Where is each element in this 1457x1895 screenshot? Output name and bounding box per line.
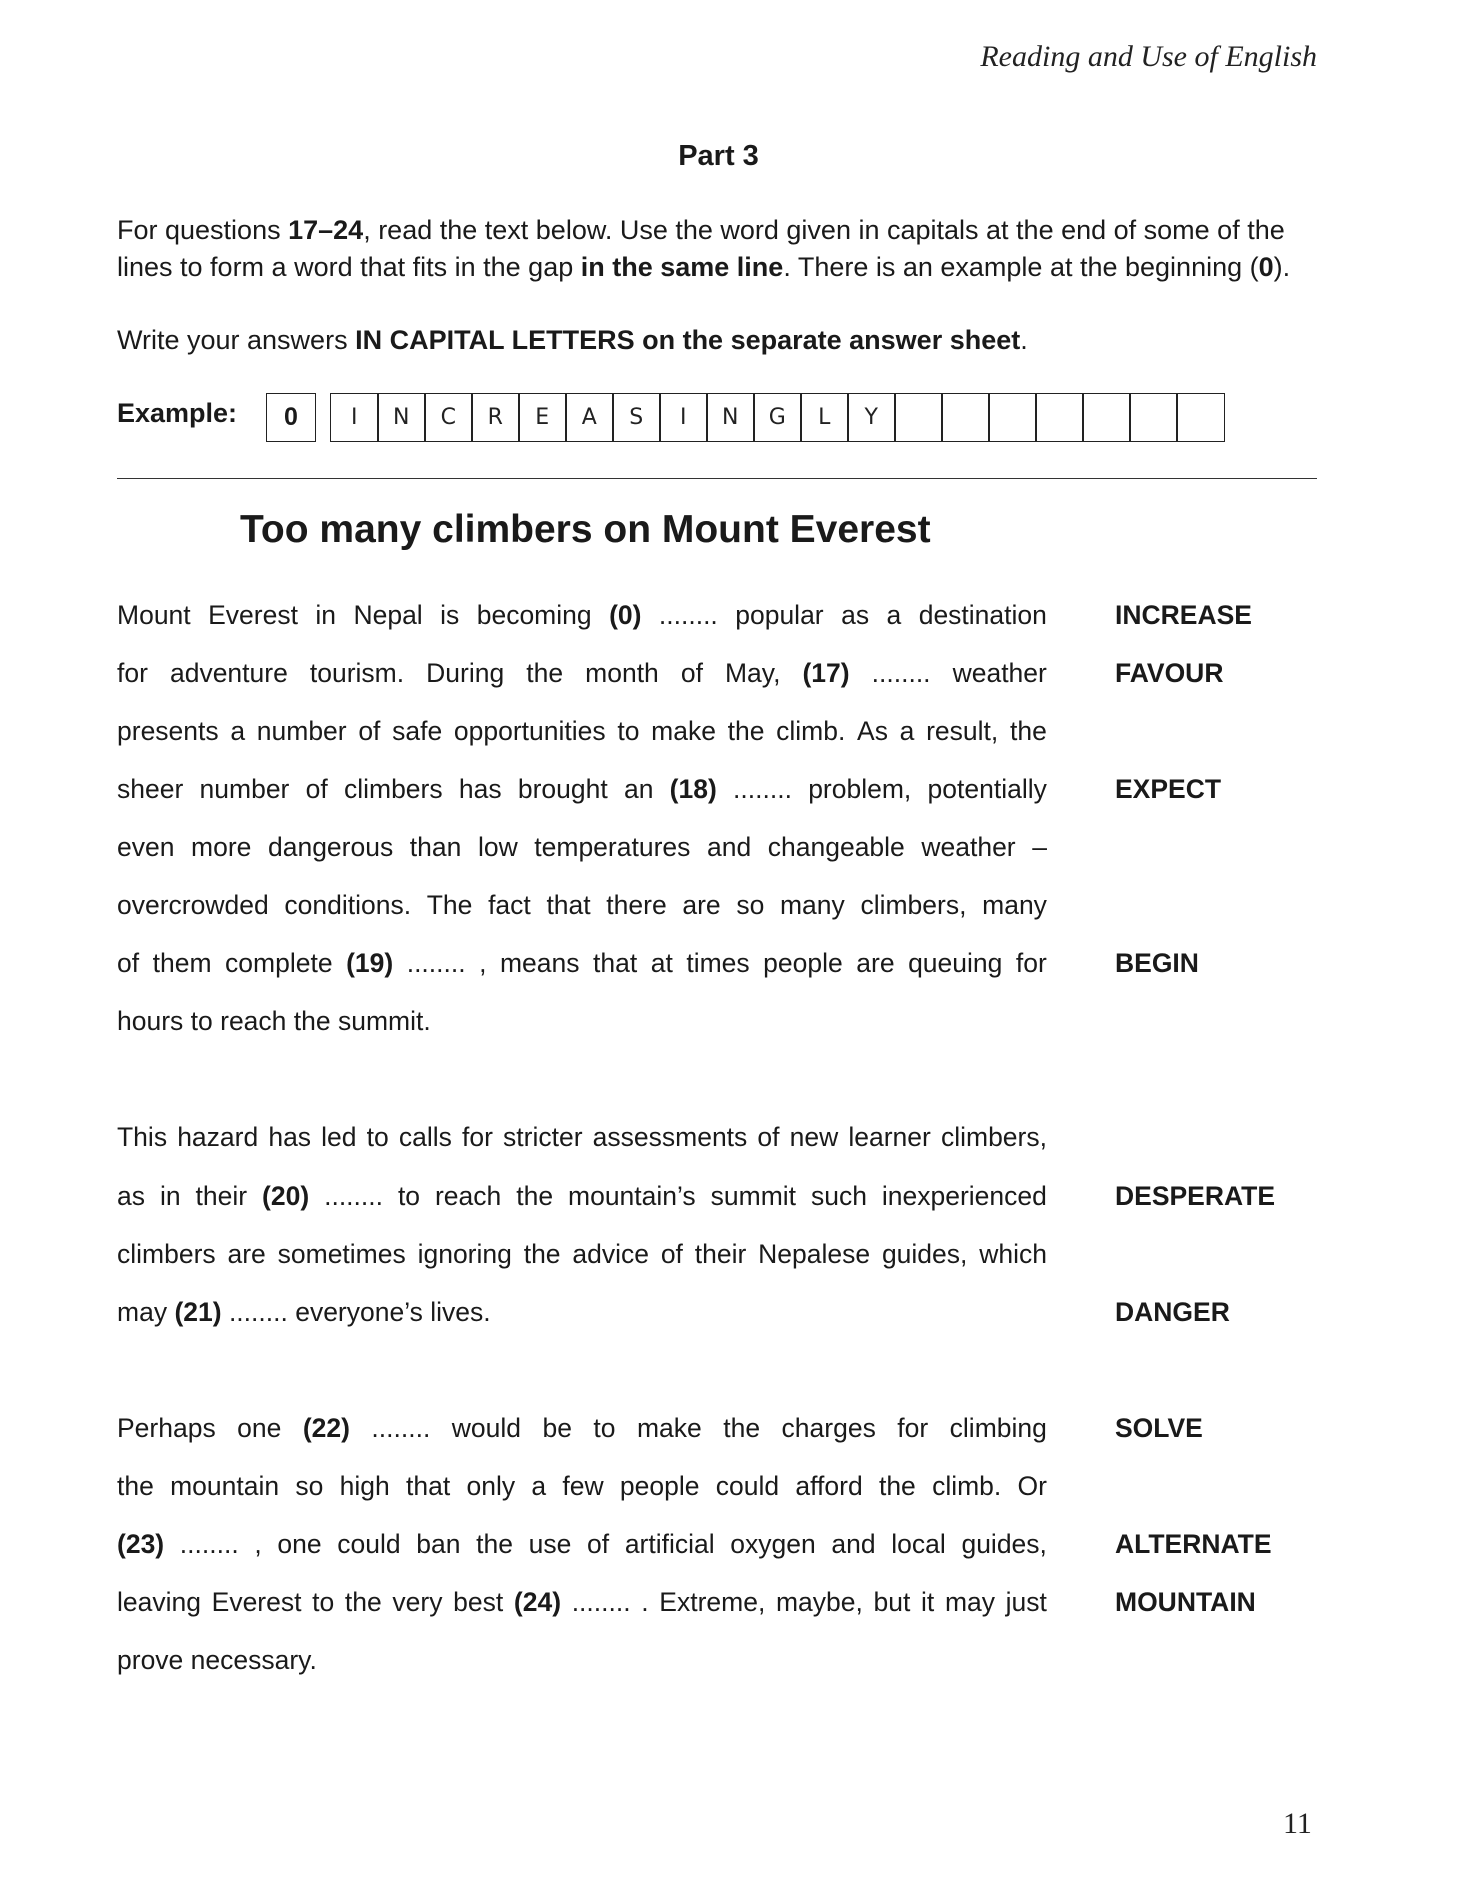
word: only — [466, 1471, 516, 1501]
story-line — [117, 600, 1047, 631]
word: ........ — [406, 948, 466, 978]
word: climb. — [932, 1471, 1002, 1501]
word: even — [117, 832, 175, 862]
word: opportunities — [453, 716, 606, 746]
letter-box: A — [565, 393, 614, 442]
example-answer-boxes — [330, 393, 1225, 442]
word: weather — [921, 832, 1016, 862]
letter-box: N — [377, 393, 426, 442]
instructions-text: For questions — [117, 215, 289, 245]
running-head: Reading and Use of English — [980, 40, 1317, 73]
keyword-danger: DANGER — [1115, 1297, 1230, 1327]
word: the — [476, 1529, 513, 1559]
letter-box: I — [330, 393, 379, 442]
letter-box: I — [659, 393, 708, 442]
word: to — [366, 1122, 389, 1152]
word: number — [256, 716, 347, 746]
letter-box: C — [424, 393, 473, 442]
word: could — [337, 1529, 401, 1559]
word: afford — [795, 1471, 863, 1501]
word: ........ — [324, 1181, 383, 1211]
word: of — [305, 774, 328, 804]
word: the — [516, 1181, 554, 1211]
word: new — [789, 1122, 839, 1152]
word: to — [397, 1181, 421, 1211]
letter-box: R — [471, 393, 520, 442]
keyword-increase: INCREASE — [1115, 600, 1252, 630]
gap-number: (22) — [302, 1413, 350, 1443]
word: becoming — [476, 600, 592, 630]
word: and — [831, 1529, 876, 1559]
word: for — [897, 1413, 929, 1443]
word: the — [344, 1587, 382, 1617]
instructions-emphasis: in the same line — [580, 252, 784, 282]
word: climbers, — [940, 1122, 1047, 1152]
word: a — [230, 716, 246, 746]
word: calls — [398, 1122, 452, 1152]
word: for — [462, 1122, 493, 1152]
keyword-alternate: ALTERNATE — [1115, 1529, 1272, 1559]
word: changeable — [767, 832, 905, 862]
story-title: Too many climbers on Mount Everest — [240, 508, 931, 551]
word: has — [458, 774, 502, 804]
instructions-emphasis: IN CAPITAL LETTERS on the separate answer sheet — [355, 325, 1021, 355]
word: Or — [1017, 1471, 1047, 1501]
word: the — [523, 1239, 561, 1269]
keyword-solve: SOLVE — [1115, 1413, 1203, 1443]
word: number — [199, 774, 290, 804]
word: for — [1015, 948, 1047, 978]
word: a — [886, 600, 902, 630]
word: use — [528, 1529, 572, 1559]
word: of — [680, 658, 703, 688]
gap-number: (20) — [262, 1181, 310, 1211]
word: ban — [416, 1529, 461, 1559]
word: as — [117, 1181, 145, 1211]
word: so — [295, 1471, 324, 1501]
word: a — [531, 1471, 547, 1501]
word: ........ — [179, 1529, 239, 1559]
word: that — [546, 890, 591, 920]
letter-box — [894, 393, 943, 442]
word: destination — [918, 600, 1047, 630]
letter-box: L — [800, 393, 849, 442]
word: During — [426, 658, 505, 688]
word: the — [526, 658, 564, 688]
word: climbers — [343, 774, 443, 804]
word: their — [694, 1239, 747, 1269]
word: The — [426, 890, 473, 920]
letter-box: S — [612, 393, 661, 442]
word: stricter — [503, 1122, 583, 1152]
word: few — [562, 1471, 604, 1501]
word: inexperienced — [881, 1181, 1047, 1211]
word: climbers, — [860, 890, 967, 920]
word: make — [636, 1413, 702, 1443]
story-line — [117, 948, 1047, 979]
word: , — [479, 948, 487, 978]
example-number-box: 0 — [266, 393, 316, 442]
word: one — [277, 1529, 322, 1559]
word: so — [736, 890, 765, 920]
word: maybe, — [775, 1587, 863, 1617]
word: result, — [926, 716, 999, 746]
word: may — [944, 1587, 996, 1617]
letter-box: N — [706, 393, 755, 442]
word: advice — [572, 1239, 649, 1269]
word: local — [891, 1529, 946, 1559]
story-line — [117, 832, 1047, 863]
word: ........ everyone’s lives. — [221, 1297, 491, 1327]
word: ........ — [658, 600, 718, 630]
word: safe — [392, 716, 443, 746]
page-number: 11 — [1283, 1807, 1312, 1840]
word: be — [542, 1413, 572, 1443]
word: that — [593, 948, 638, 978]
keyword-begin: BEGIN — [1115, 948, 1199, 978]
word: Perhaps — [117, 1413, 216, 1443]
letter-box — [1176, 393, 1225, 442]
word: a — [899, 716, 915, 746]
word: reach — [434, 1181, 502, 1211]
gap-number: (21) — [174, 1297, 222, 1327]
keyword-mountain: MOUNTAIN — [1115, 1587, 1256, 1617]
word: Nepalese — [758, 1239, 871, 1269]
example-number-ref: 0 — [1258, 252, 1274, 282]
letter-box — [941, 393, 990, 442]
word: the — [117, 1471, 154, 1501]
instructions-paragraph — [117, 212, 1332, 286]
word: problem, — [808, 774, 912, 804]
example-label: Example: — [117, 398, 238, 428]
word: than — [409, 832, 462, 862]
word: are — [227, 1239, 266, 1269]
word: led — [321, 1122, 357, 1152]
word: are — [856, 948, 895, 978]
answer-instructions — [117, 322, 1332, 359]
word: climbers — [117, 1239, 216, 1269]
keyword-favour: FAVOUR — [1115, 658, 1224, 688]
word: ........ — [871, 658, 931, 688]
word: and — [706, 832, 752, 862]
instructions-text: . There is an example at the beginning ( — [783, 252, 1259, 282]
word: many — [982, 890, 1047, 920]
word: of — [660, 1239, 683, 1269]
word: of — [358, 716, 381, 746]
word: guides, — [881, 1239, 968, 1269]
word: for — [117, 658, 148, 688]
part-title: Part 3 — [678, 140, 759, 172]
word: has — [268, 1122, 312, 1152]
story-line — [117, 658, 1047, 689]
gap-number: (18) — [669, 774, 717, 804]
word: may — [117, 1297, 175, 1327]
gap-number: (19) — [346, 948, 394, 978]
word: ........ — [371, 1413, 431, 1443]
word: guides, — [961, 1529, 1047, 1559]
story-line — [117, 1239, 1047, 1270]
story-line — [117, 1413, 1047, 1444]
word: there — [606, 890, 667, 920]
keyword-expect: EXPECT — [1115, 774, 1222, 804]
letter-box — [1035, 393, 1084, 442]
story-line — [117, 716, 1047, 747]
word: just — [1005, 1587, 1047, 1617]
word: – — [1032, 832, 1047, 862]
word: of — [757, 1122, 780, 1152]
keyword-desperate: DESPERATE — [1115, 1181, 1276, 1211]
word: means — [499, 948, 580, 978]
word: presents — [117, 716, 219, 746]
word: brought — [517, 774, 608, 804]
word: the — [878, 1471, 916, 1501]
letter-box — [1082, 393, 1131, 442]
word: overcrowded — [117, 890, 269, 920]
story-line: hours to reach the summit. — [117, 1006, 431, 1036]
divider — [117, 478, 1317, 479]
word: to — [312, 1587, 335, 1617]
word: As — [857, 716, 888, 746]
instructions-text: . — [1020, 325, 1028, 355]
word: of — [587, 1529, 610, 1559]
story-line — [117, 1181, 1047, 1212]
word: make — [651, 716, 716, 746]
story-line: prove necessary. — [117, 1645, 317, 1675]
word: the — [1009, 716, 1047, 746]
word: people — [619, 1471, 700, 1501]
word: ........ — [571, 1587, 631, 1617]
word: mountain — [170, 1471, 280, 1501]
word: Everest — [211, 1587, 302, 1617]
instructions-text: , read the text below. Use the word given in capitals at the end of some of the lines to form a word that fits in the gap — [117, 215, 1285, 282]
word: of — [117, 948, 140, 978]
word: sometimes — [277, 1239, 406, 1269]
word: conditions. — [284, 890, 412, 920]
word: high — [339, 1471, 390, 1501]
word: the — [723, 1413, 761, 1443]
story-line — [117, 1297, 1047, 1328]
word: more — [191, 832, 252, 862]
word: hazard — [177, 1122, 259, 1152]
word: an — [623, 774, 654, 804]
word: would — [451, 1413, 522, 1443]
gap-number: (24) — [513, 1587, 562, 1617]
word: one — [237, 1413, 282, 1443]
word: that — [406, 1471, 451, 1501]
word: learner — [848, 1122, 931, 1152]
gap-number: (0) — [609, 600, 642, 630]
word: is — [440, 600, 460, 630]
story-line — [117, 1587, 1047, 1618]
word: climb. — [776, 716, 846, 746]
word: Everest — [208, 600, 298, 630]
word: such — [810, 1181, 867, 1211]
word: ignoring — [417, 1239, 512, 1269]
word: , — [254, 1529, 262, 1559]
word: climbing — [949, 1413, 1047, 1443]
word: queuing — [908, 948, 1003, 978]
word: adventure — [169, 658, 288, 688]
word: summit — [710, 1181, 797, 1211]
word: people — [763, 948, 843, 978]
word: tourism. — [309, 658, 405, 688]
word: best — [453, 1587, 504, 1617]
letter-box: Y — [847, 393, 896, 442]
instructions-text: Write your answers — [117, 325, 356, 355]
gap-number: (23) — [117, 1529, 165, 1559]
word: their — [195, 1181, 248, 1211]
word: very — [392, 1587, 443, 1617]
word: many — [779, 890, 845, 920]
word: dangerous — [267, 832, 394, 862]
word: complete — [225, 948, 333, 978]
word: charges — [781, 1413, 876, 1443]
word: Extreme, — [659, 1587, 766, 1617]
word: them — [152, 948, 212, 978]
word: Nepal — [353, 600, 423, 630]
word: popular — [735, 600, 824, 630]
word: leaving — [117, 1587, 201, 1617]
word: to — [593, 1413, 616, 1443]
letter-box: E — [518, 393, 567, 442]
word: in — [315, 600, 337, 630]
question-range: 17–24 — [288, 215, 364, 245]
word: fact — [488, 890, 531, 920]
word: weather — [952, 658, 1047, 688]
word: which — [979, 1239, 1047, 1269]
word: in — [159, 1181, 181, 1211]
word: month — [585, 658, 659, 688]
word: mountain’s — [568, 1181, 696, 1211]
story-line — [117, 1529, 1047, 1560]
word: sheer — [117, 774, 184, 804]
word: temperatures — [534, 832, 691, 862]
story-line — [117, 774, 1047, 805]
word: could — [715, 1471, 780, 1501]
word: oxygen — [730, 1529, 816, 1559]
word: are — [682, 890, 721, 920]
word: assessments — [592, 1122, 748, 1152]
word: it — [921, 1587, 935, 1617]
gap-number: (17) — [802, 658, 850, 688]
letter-box — [1129, 393, 1178, 442]
instructions-text: ). — [1273, 252, 1291, 282]
story-line — [117, 1122, 1047, 1153]
word: at — [650, 948, 673, 978]
word: Mount — [117, 600, 191, 630]
word: low — [477, 832, 518, 862]
word: to — [617, 716, 640, 746]
story-line — [117, 890, 1047, 921]
letter-box — [988, 393, 1037, 442]
word: times — [686, 948, 750, 978]
story-line — [117, 1471, 1047, 1502]
word: but — [873, 1587, 911, 1617]
word: as — [841, 600, 870, 630]
word: This — [117, 1122, 168, 1152]
word: potentially — [927, 774, 1047, 804]
word: artificial — [624, 1529, 715, 1559]
word: . — [641, 1587, 649, 1617]
word: ........ — [733, 774, 792, 804]
word: the — [727, 716, 765, 746]
letter-box: G — [753, 393, 802, 442]
word: May, — [724, 658, 781, 688]
